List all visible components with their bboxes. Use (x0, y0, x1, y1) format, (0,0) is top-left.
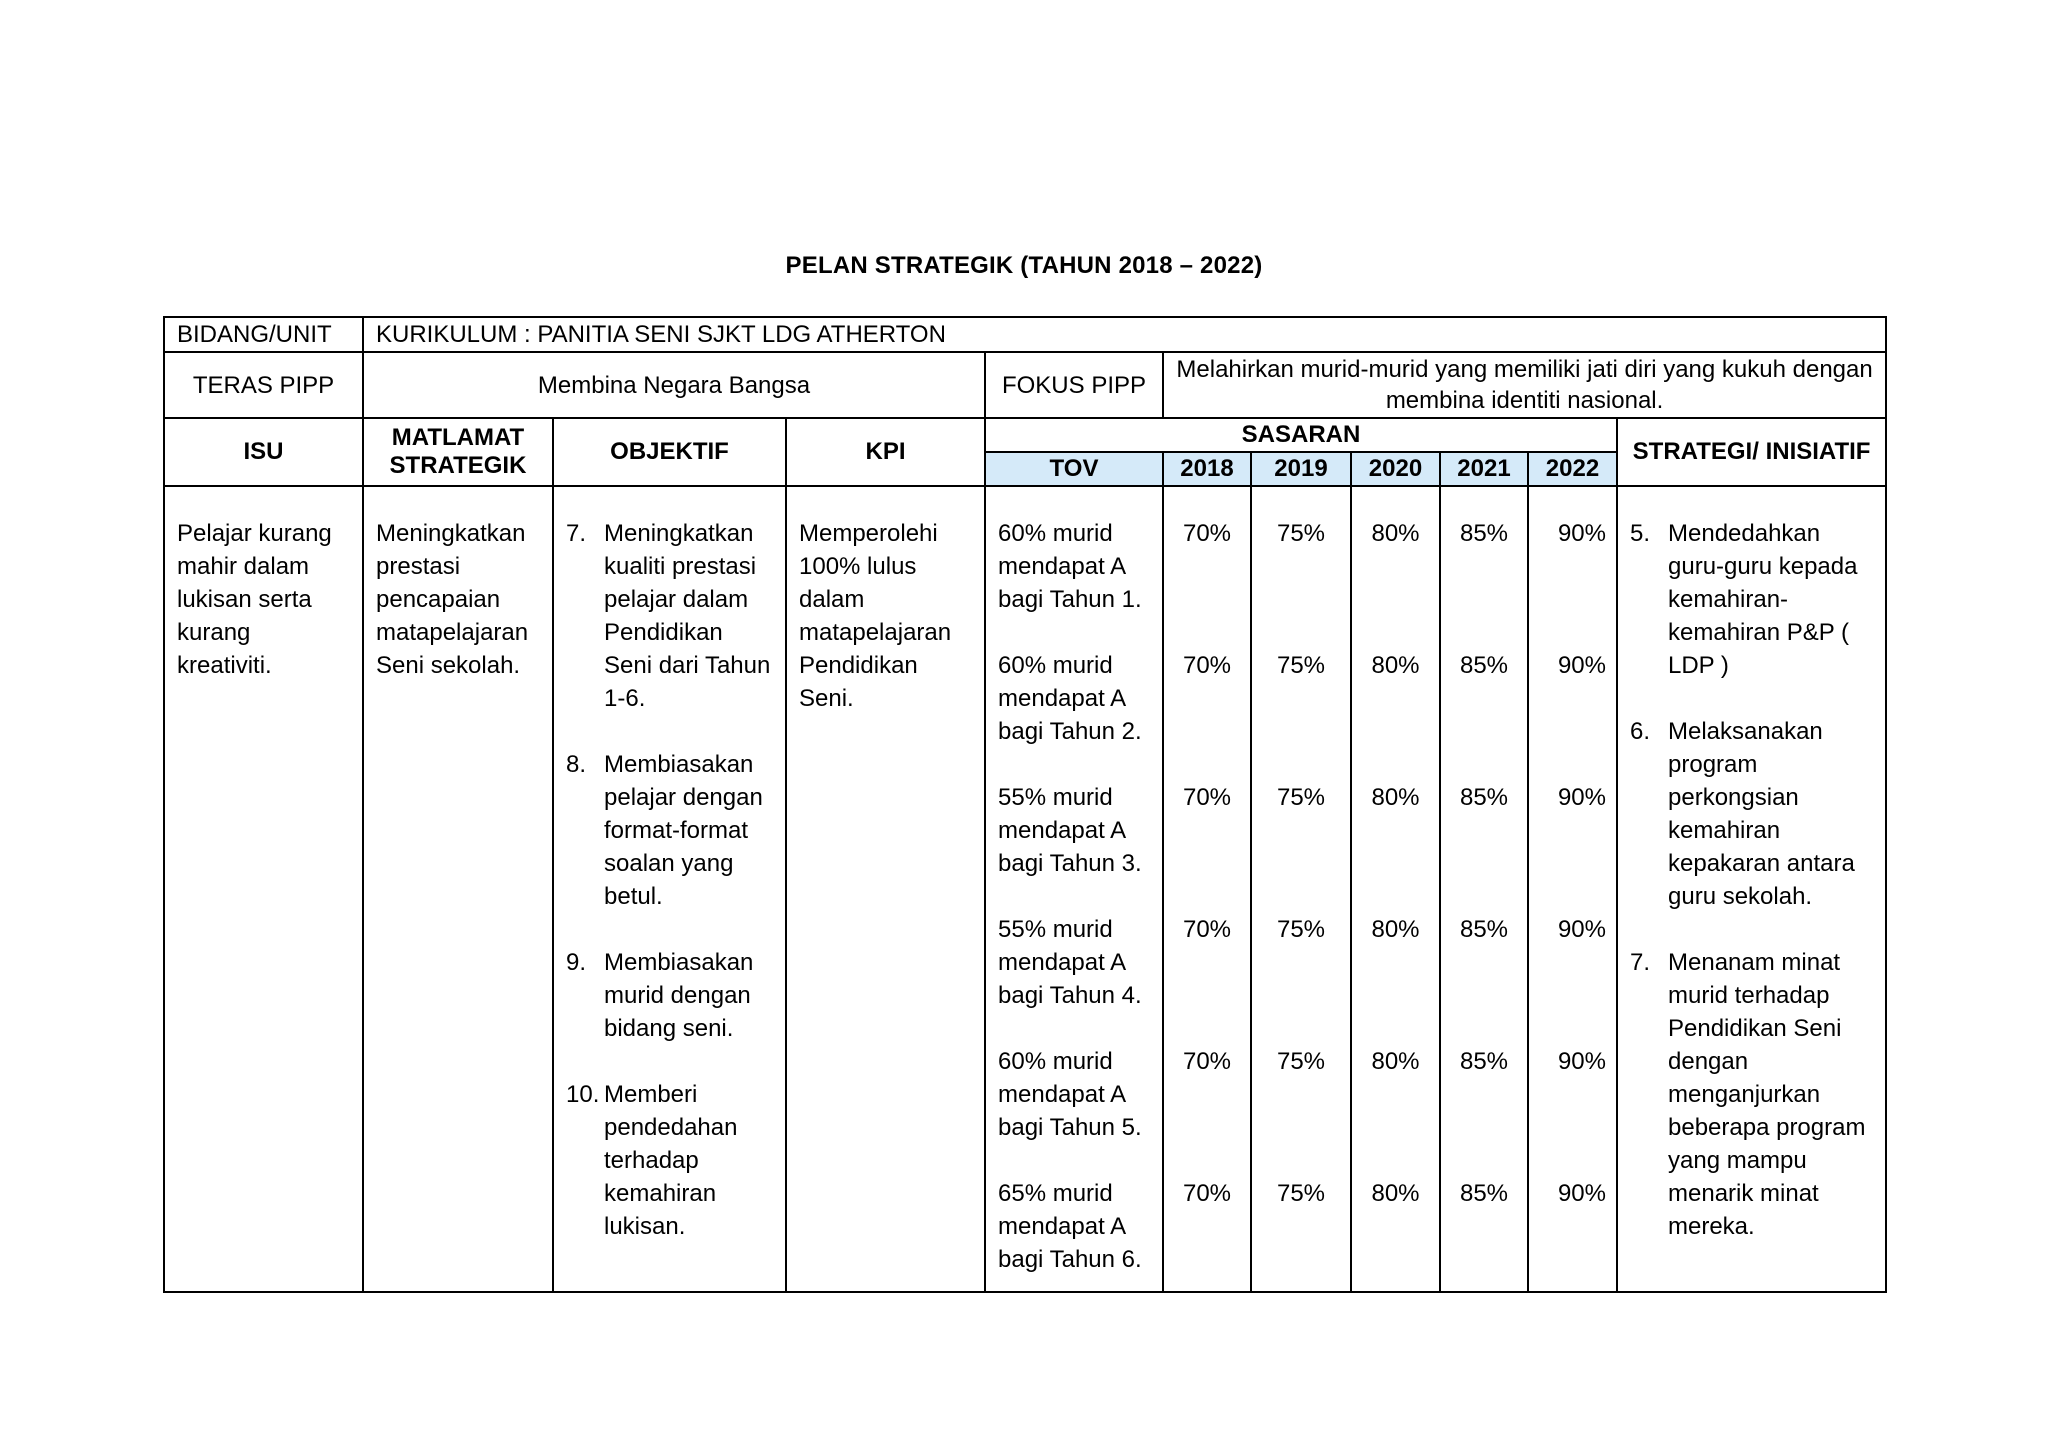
objektif-item-number: 8. (566, 751, 587, 778)
target-2020-value: 80% (1371, 520, 1420, 547)
target-2022-cell (1528, 486, 1617, 1292)
col-tov: TOV (985, 452, 1163, 486)
target-2018-cell (1163, 486, 1251, 1292)
strategi-item-text: Menanam minat murid terhadap Pendidikan Seni dengan menganjurkan beberapa program yang mampu menarik minat mereka. (1668, 949, 1866, 1240)
bidang-label: BIDANG/UNIT (164, 317, 363, 352)
column-header-row (164, 418, 1886, 452)
target-2018-value: 70% (1182, 1048, 1232, 1075)
target-2019-value: 75% (1276, 916, 1326, 943)
bidang-row (164, 317, 1886, 352)
target-2021-cell (1440, 486, 1528, 1292)
col-kpi: KPI (786, 418, 985, 486)
strategi-item-text: Mendedahkan guru-guru kepada kemahiran-kemahiran P&P ( LDP ) (1668, 520, 1858, 679)
target-2019-cell (1251, 486, 1351, 1292)
tov-value: 55% murid mendapat A bagi Tahun 3. (998, 784, 1142, 877)
target-2021-value: 85% (1459, 1048, 1509, 1075)
objektif-list (566, 517, 773, 1243)
target-2022-value: 90% (1557, 784, 1606, 811)
strategi-item-text: Melaksanakan program perkongsian kemahiran kepakaran antara guru sekolah. (1668, 718, 1855, 910)
plan-body-row (164, 486, 1886, 1292)
tov-value: 55% murid mendapat A bagi Tahun 4. (998, 916, 1142, 1009)
objektif-item-number: 7. (566, 520, 587, 547)
strategi-item (1630, 946, 1873, 1243)
col-objektif: OBJEKTIF (553, 418, 786, 486)
tov-value: 60% murid mendapat A bagi Tahun 1. (998, 520, 1142, 613)
objektif-item (566, 946, 773, 1045)
target-2020-value: 80% (1371, 1048, 1420, 1075)
target-2021-value: 85% (1459, 916, 1509, 943)
objektif-cell (553, 486, 786, 1292)
target-2022-value: 90% (1557, 520, 1606, 547)
isu-cell (164, 486, 363, 1292)
teras-label: TERAS PIPP (164, 352, 363, 418)
col-year-2020: 2020 (1351, 452, 1440, 486)
objektif-item-text: Membiasakan murid dengan bidang seni. (604, 949, 754, 1042)
target-2021-value: 85% (1459, 1180, 1509, 1207)
objektif-item-text: Meningkatkan kualiti prestasi pelajar dalam Pendidikan Seni dari Tahun 1-6. (604, 520, 771, 712)
strategi-item (1630, 517, 1873, 682)
fokus-label: FOKUS PIPP (985, 352, 1163, 418)
fokus-value: Melahirkan murid-murid yang memiliki jati diri yang kukuh dengan membina identiti nasional. (1163, 352, 1886, 418)
target-2019-value: 75% (1276, 1048, 1326, 1075)
target-2020-value: 80% (1371, 652, 1420, 679)
tov-value: 65% murid mendapat A bagi Tahun 6. (998, 1180, 1142, 1273)
target-2020-value: 80% (1371, 784, 1420, 811)
target-2021-value: 85% (1459, 520, 1509, 547)
target-2019-value: 75% (1276, 652, 1326, 679)
teras-value: Membina Negara Bangsa (363, 352, 985, 418)
col-year-2018: 2018 (1163, 452, 1251, 486)
col-year-2019: 2019 (1251, 452, 1351, 486)
strategi-cell (1617, 486, 1886, 1292)
target-2020-cell (1351, 486, 1440, 1292)
tov-value: 60% murid mendapat A bagi Tahun 5. (998, 1048, 1142, 1141)
bidang-value: KURIKULUM : PANITIA SENI SJKT LDG ATHERTON (363, 317, 1886, 352)
target-2018-value: 70% (1182, 784, 1232, 811)
col-sasaran: SASARAN (985, 418, 1617, 452)
kpi-cell (786, 486, 985, 1292)
objektif-item (566, 517, 773, 715)
teras-row (164, 352, 1886, 418)
col-year-2021: 2021 (1440, 452, 1528, 486)
target-2021-value: 85% (1459, 652, 1509, 679)
target-2018-value: 70% (1182, 652, 1232, 679)
matlamat-text: Meningkatkan prestasi pencapaian matapelajaran Seni sekolah. (376, 520, 529, 679)
strategi-item-number: 7. (1630, 949, 1651, 976)
matlamat-cell (363, 486, 553, 1292)
target-2021-value: 85% (1459, 784, 1509, 811)
objektif-item (566, 748, 773, 913)
isu-text: Pelajar kurang mahir dalam lukisan serta kurang kreativiti. (177, 520, 332, 679)
target-2022-value: 90% (1557, 1048, 1606, 1075)
strategi-list (1630, 517, 1873, 1243)
strategic-plan-table (163, 316, 1887, 1293)
target-2018-value: 70% (1182, 1180, 1232, 1207)
tov-value: 60% murid mendapat A bagi Tahun 2. (998, 652, 1142, 745)
target-2020-value: 80% (1371, 916, 1420, 943)
col-year-2022: 2022 (1528, 452, 1617, 486)
col-isu: ISU (164, 418, 363, 486)
target-2018-value: 70% (1182, 916, 1232, 943)
col-matlamat: MATLAMAT STRATEGIK (363, 418, 553, 486)
col-strategi: STRATEGI/ INISIATIF (1617, 418, 1886, 486)
target-2020-value: 80% (1371, 1180, 1420, 1207)
strategi-item (1630, 715, 1873, 913)
objektif-item-text: Memberi pendedahan terhadap kemahiran lukisan. (604, 1081, 738, 1240)
tov-cell (985, 486, 1163, 1292)
target-2019-value: 75% (1276, 784, 1326, 811)
kpi-text: Memperolehi 100% lulus dalam matapelajaran Pendidikan Seni. (799, 520, 952, 712)
objektif-item-text: Membiasakan pelajar dengan format-format soalan yang betul. (604, 751, 763, 910)
objektif-item-number: 10. (566, 1081, 600, 1108)
page-title: PELAN STRATEGIK (TAHUN 2018 – 2022) (785, 252, 1263, 279)
target-2019-value: 75% (1276, 1180, 1326, 1207)
target-2018-value: 70% (1182, 520, 1232, 547)
strategi-item-number: 6. (1630, 718, 1651, 745)
objektif-item (566, 1078, 773, 1243)
target-2019-value: 75% (1276, 520, 1326, 547)
strategi-item-number: 5. (1630, 520, 1651, 547)
target-2022-value: 90% (1557, 1180, 1606, 1207)
objektif-item-number: 9. (566, 949, 587, 976)
target-2022-value: 90% (1557, 916, 1606, 943)
target-2022-value: 90% (1557, 652, 1606, 679)
